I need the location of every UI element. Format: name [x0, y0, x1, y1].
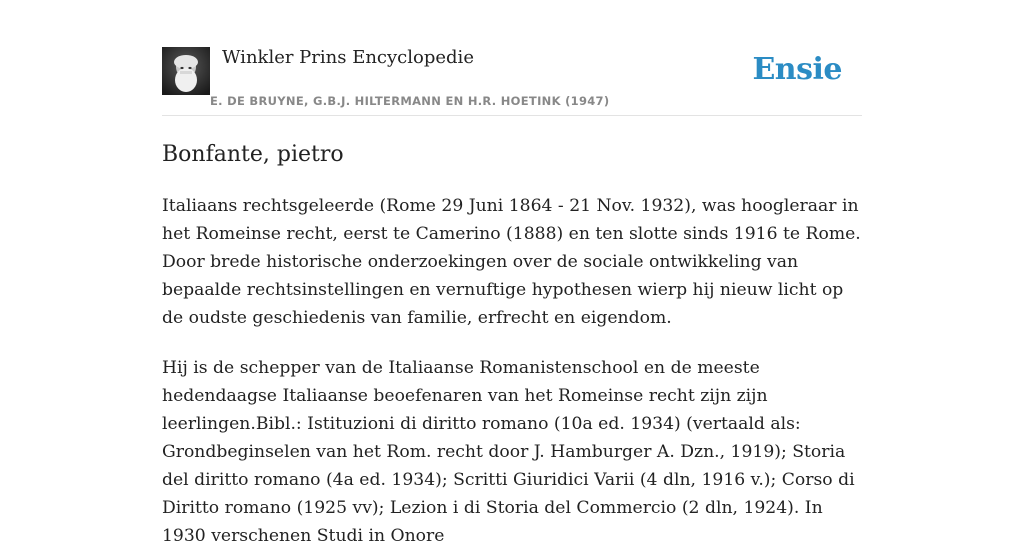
author-portrait-icon [162, 47, 210, 95]
entry-paragraph: Italiaans rechtsgeleerde (Rome 29 Juni 1864 - 21 Nov. 1932), was hoogleraar in het Romeinse recht, eerst te Camerino (1888) en ten slotte sinds 1916 te Rome. Door brede historische onderzoekingen over de sociale ontwikkeling van bepaalde rechtsinstellingen en vernuftige hypothesen wierp hij nieuw licht op de oudste geschiedenis van familie, erfrecht en eigendom. [162, 196, 861, 328]
entry-body [162, 192, 862, 550]
book-authors: E. DE BRUYNE, G.B.J. HILTERMANN EN H.R. HOETINK (1947) [210, 94, 610, 108]
ensie-logo-link[interactable]: Ensie [752, 52, 842, 87]
page [162, 0, 862, 550]
entry-paragraph: Hij is de schepper van de Italiaanse Romanistenschool en de meeste hedendaagse Italiaanse beoefenaren van het Romeinse recht zijn zijn leerlingen.Bibl.: Istituzioni di diritto romano (10a ed. 1934) (vertaald als: Grondbeginselen van het Rom. recht door J. Hamburger A. Dzn., 1919); Storia del diritto romano (4a ed. 1934); Scritti Giuridici Varii (4 dln, 1916 v.); Corso di Diritto romano (1925 vv); Lezion i di Storia del Commercio (2 dln, 1924). In 1930 verschenen Studi in Onore [162, 358, 855, 546]
book-header [162, 0, 862, 116]
entry-title: Bonfante, pietro [162, 142, 344, 167]
author-avatar[interactable] [162, 47, 210, 95]
book-title[interactable]: Winkler Prins Encyclopedie [222, 47, 474, 68]
